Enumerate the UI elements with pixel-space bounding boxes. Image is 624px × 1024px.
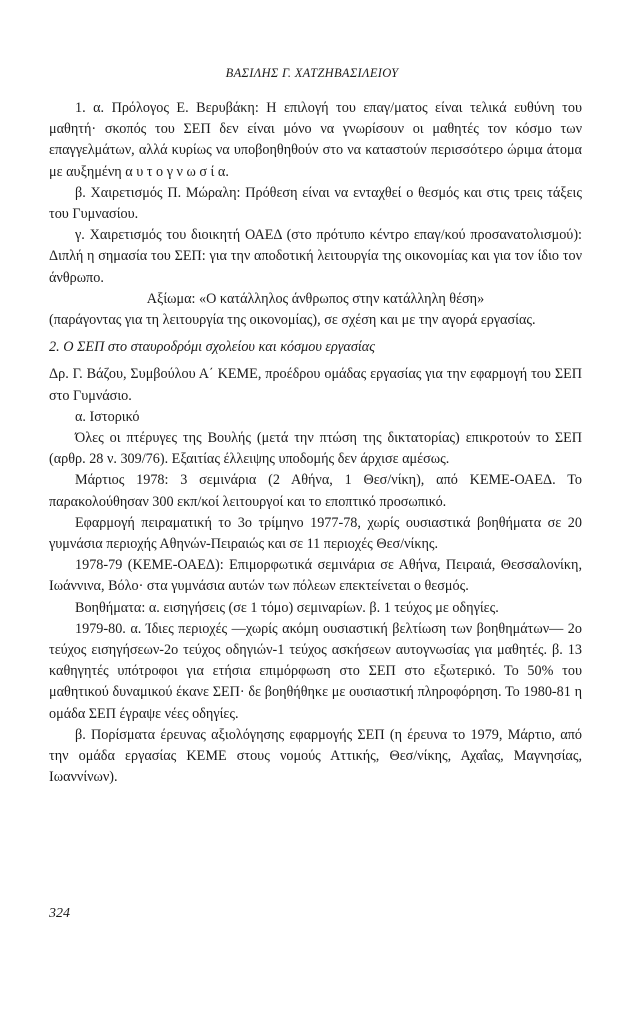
paragraph-axiom: Αξίωμα: «Ο κατάλληλος άνθρωπος στην κατάλληλη θέση» <box>146 290 485 307</box>
paragraph-march-1978: Μάρτιος 1978: 3 σεμινάρια (2 Αθήνα, 1 Θεσ/νίκη), από ΚΕΜΕ-ΟΑΕΔ. Το παρακολούθησαν 300 εκπ/κοί λειτουργοί και το εποπτικό προσωπικό. <box>49 472 582 510</box>
paragraph-parliament: Όλες οι πτέρυγες της Βουλής (μετά την πτώση της δικτατορίας) επικροτούν το ΣΕΠ (αρθρ. 28 ν. 309/76). Εξαιτίας έλλειψης υποδομής δεν άρχισε αμέσως. <box>49 430 582 468</box>
paragraph-1978-79: 1978-79 (ΚΕΜΕ-ΟΑΕΔ): Επιμορφωτικά σεμινάρια σε Αθήνα, Πειραιά, Θεσσαλονίκη, Ιωάννινα, Βόλο· στα γυμνάσια αυτών των πόλεων επεκτείνεται ο θεσμός. <box>49 557 582 595</box>
paragraph-1979-80: 1979-80. α. Ίδιες περιοχές —χωρίς ακόμη ουσιαστική βελτίωση των βοηθημάτων— 2ο τεύχος εισηγήσεων-2ο τεύχος οδηγιών-1 τεύχος ασκήσεων αυτογνωσίας για μαθητές. β. 13 καθηγητές υπότροφοι για ετήσια επιμόρφωση στο ΣΕΠ στο εξωτερικό. Το 50% του μαθητικού δυναμικού έκανε ΣΕΠ· δε βοηθήθηκε με ουσιαστική πληροφόρηση. Το 1980-81 η ομάδα ΣΕΠ έγραψε νέες οδηγίες. <box>49 620 582 722</box>
paragraph-prologue: 1. α. Πρόλογος Ε. Βερυβάκη: Η επιλογή του επαγ/ματος είναι τελικά ευθύνη του μαθητή· σκοπός του ΣΕΠ δεν είναι μόνο να γνωρίσουν οι μαθητές τον κόσμο των επαγγελμάτων, αλλά κυρίως να υποβοηθηθούν στο να καταστούν περισσότερο ώριμα άτομα με αυξημένη α υ τ ο γ ν ω σ ί α. <box>49 100 582 180</box>
paragraph-axiom-note: (παράγοντας για τη λειτουργία της οικονομίας), σε σχέση και με την αγορά εργασίας. <box>49 312 536 329</box>
body-text <box>49 98 582 789</box>
paragraph-findings: β. Πορίσματα έρευνας αξιολόγησης εφαρμογής ΣΕΠ (η έρευνα το 1979, Μάρτιο, από την ομάδα εργασίας ΚΕΜΕ στους νομούς Αττικής, Θεσ/νίκης, Αχαΐας, Μαγνησίας, Ιωαννίνων). <box>49 726 582 786</box>
paragraph-greeting-oaed: γ. Χαιρετισμός του διοικητή ΟΑΕΔ (στο πρότυπο κέντρο επαγ/κού προσανατολισμού): Διπλή η σημασία του ΣΕΠ: για την αποδοτική λειτουργία της οικονομίας και για τον ίδιο τον άνθρωπο. <box>49 227 582 286</box>
paragraph-speaker: Δρ. Γ. Βάζου, Συμβούλου Α΄ ΚΕΜΕ, προέδρου ομάδας εργασίας για την εφαρμογή του ΣΕΠ στο Γυμνάσιο. <box>49 366 582 404</box>
paragraph-pilot: Εφαρμογή πειραματική το 3ο τρίμηνο 1977-78, χωρίς ουσιαστικά βοηθήματα σε 20 γυμνάσια περιοχής Αθηνών-Πειραιώς και σε 11 περιοχές Θεσ/νίκης. <box>49 514 582 553</box>
running-header: ΒΑΣΙΛΗΣ Γ. ΧΑΤΖΗΒΑΣΙΛΕΙΟΥ <box>225 66 399 80</box>
paragraph-aids: Βοηθήματα: α. εισηγήσεις (σε 1 τόμο) σεμιναρίων. β. 1 τεύχος με οδηγίες. <box>75 599 499 616</box>
page-number: 324 <box>49 906 70 921</box>
subsection-history: α. Ιστορικό <box>75 408 140 425</box>
paragraph-greeting-moraly: β. Χαιρετισμός Π. Μώραλη: Πρόθεση είναι να ενταχθεί ο θεσμός και στις τρεις τάξεις του Γυμνασίου. <box>49 184 582 223</box>
section-heading: 2. Ο ΣΕΠ στο σταυροδρόμι σχολείου και κόσμου εργασίας <box>49 339 375 356</box>
